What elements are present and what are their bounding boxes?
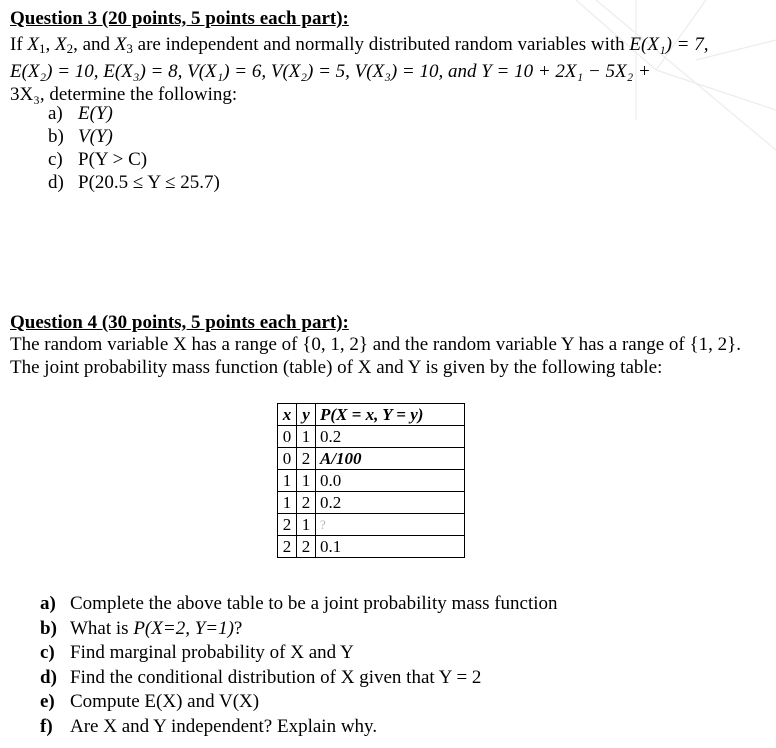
part-label: b) — [40, 617, 57, 639]
item-label: a) — [48, 103, 63, 124]
question-3-items — [48, 102, 220, 194]
list-item — [48, 125, 220, 148]
part-text: ? — [233, 617, 243, 639]
part-text: Find the conditional distribution of X given that Y = 2 — [70, 666, 482, 688]
question-4-heading: Question 4 (30 points, 5 points each part): — [10, 312, 349, 333]
list-item — [40, 618, 558, 643]
question-3-intro-line-2: E(X₂) = 10, E(X₃) = 8, V(X₁) = 6, V(X₂) = 5, V(X₃) = 10, and Y = 10 + 2X₁ − 5X₂ + — [10, 61, 651, 82]
joint-pmf-table — [277, 403, 465, 558]
table-cell: 1 — [278, 470, 297, 492]
item-text: P(Y > C) — [78, 149, 148, 170]
part-text: Find marginal probability of X and Y — [70, 642, 354, 664]
item-label: c) — [48, 149, 63, 170]
part-label: c) — [40, 642, 55, 664]
part-label: d) — [40, 666, 57, 688]
table-cell: 1 — [297, 470, 316, 492]
part-label: f) — [40, 715, 53, 737]
part-text: Are X and Y independent? Explain why. — [70, 715, 378, 737]
table-cell: ? — [316, 514, 465, 536]
table-cell: 1 — [297, 426, 316, 448]
list-item — [40, 691, 558, 716]
table-cell: 0 — [278, 426, 297, 448]
subscript: 3 — [126, 41, 133, 56]
table-cell: 0.2 — [316, 426, 465, 448]
item-label: d) — [48, 172, 64, 193]
item-label: b) — [48, 126, 64, 147]
table-cell: 0 — [278, 448, 297, 470]
table-row — [278, 470, 465, 492]
table-cell: 2 — [297, 536, 316, 558]
math-expression: P(X=2, Y=1) — [133, 617, 234, 639]
part-text: Compute E(X) and V(X) — [70, 691, 260, 713]
table-header-row — [278, 404, 465, 426]
subscript: 2 — [66, 41, 74, 56]
list-item — [48, 102, 220, 125]
subscript: 1 — [39, 41, 46, 56]
table-row — [278, 426, 465, 448]
table-cell: 2 — [297, 492, 316, 514]
list-item — [48, 171, 220, 194]
list-item — [40, 667, 558, 692]
column-header-x: x — [278, 404, 297, 426]
part-label: a) — [40, 593, 56, 614]
question-3-intro — [10, 33, 770, 106]
table-row — [278, 536, 465, 558]
table-row — [278, 448, 465, 470]
table-cell: 0.0 — [316, 470, 465, 492]
table-cell: 1 — [278, 492, 297, 514]
intro-text: , — [45, 34, 56, 55]
question-4-intro: The random variable X has a range of {0, 1, 2} and the random variable Y has a range of {1, 2}. The joint probability mass function (table) of X and Y is given by the following table: — [10, 334, 741, 378]
question-3-heading: Question 3 (20 points, 5 points each part): — [10, 8, 349, 29]
question-3-intro-line-1 — [10, 33, 770, 60]
var-x: X — [55, 34, 67, 55]
question-4-parts — [40, 593, 558, 741]
part-text: Complete the above table to be a joint probability mass function — [70, 593, 558, 614]
table-cell: A/100 — [316, 448, 465, 470]
table-row — [278, 514, 465, 536]
intro-text: , and — [73, 34, 115, 55]
intro-text: are independent and normally distributed random variables with — [132, 34, 630, 55]
list-item — [40, 642, 558, 667]
table-cell: 0.1 — [316, 536, 465, 558]
var-x: X — [114, 34, 127, 55]
item-text: P(20.5 ≤ Y ≤ 25.7) — [78, 172, 220, 193]
item-text: E(Y) — [78, 103, 113, 124]
table-cell: 0.2 — [316, 492, 465, 514]
list-item — [40, 716, 558, 741]
column-header-probability: P(X = x, Y = y) — [316, 404, 465, 426]
item-text: V(Y) — [78, 126, 113, 147]
table-cell: 2 — [278, 514, 297, 536]
intro-text: If — [10, 34, 28, 55]
table-cell: 2 — [297, 448, 316, 470]
table-cell: 1 — [297, 514, 316, 536]
table-cell: 2 — [278, 536, 297, 558]
part-label: e) — [40, 691, 55, 713]
question-3-intro-line-3: 3X₃, determine the following: — [10, 84, 238, 105]
list-item — [48, 148, 220, 171]
math-expression: E(X₁) = 7, — [629, 34, 709, 55]
list-item — [40, 593, 558, 618]
column-header-y: y — [297, 404, 316, 426]
var-x: X — [27, 34, 40, 55]
part-text: What is — [70, 617, 134, 639]
table-row — [278, 492, 465, 514]
